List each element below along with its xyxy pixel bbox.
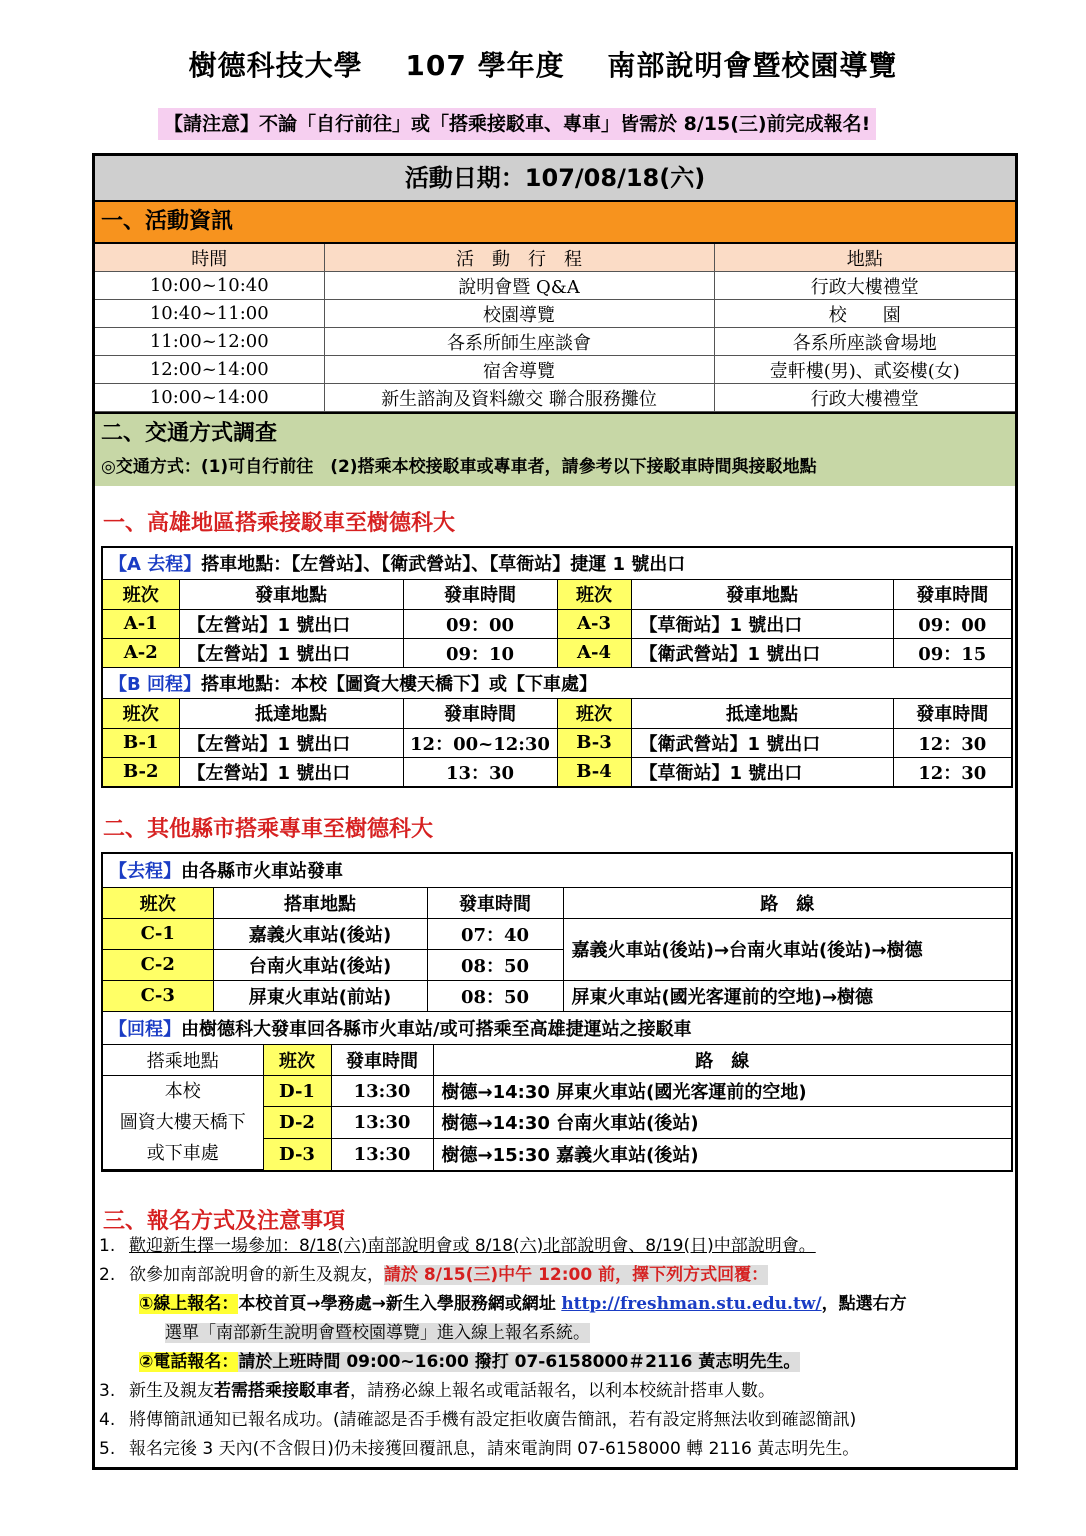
table-cell: C-3	[103, 980, 213, 1011]
table-cell: 屏東火車站(國光客運前的空地)→樹德	[563, 980, 1011, 1011]
column-header: 時間	[95, 244, 324, 272]
table-cell: 12：00~12:30	[403, 728, 557, 757]
table-cell: 樹德→14:30 台南火車站(後站)	[433, 1107, 1011, 1138]
kaohsiung-heading: 一、高雄地區搭乘接駁車至樹德科大	[103, 511, 456, 536]
table-cell: 09：10	[403, 638, 557, 667]
event-name: 南部說明會暨校園導覽	[607, 49, 898, 82]
table-cell: 嘉義火車站(後站)	[213, 918, 427, 949]
column-header: 發車地點	[179, 579, 403, 609]
column-header: 抵達地點	[631, 698, 893, 728]
column-header: 活 動 行 程	[324, 244, 714, 272]
table-cell: A-4	[557, 638, 631, 667]
return-trip-text: 由樹德科大發車回各縣市火車站/或可搭乘至高雄捷運站之接駁車	[181, 1019, 692, 1040]
table-cell: 08：50	[427, 949, 563, 980]
freshman-site-link[interactable]: http://freshman.stu.edu.tw/	[561, 1294, 822, 1314]
table-cell: 行政大樓禮堂	[714, 384, 1015, 412]
list-item: 5. 報名完後 3 天內(不含假日)仍未接獲回覆訊息，請來電詢問 07-6158000 轉 2116 黃志明先生。	[99, 1439, 860, 1459]
other-county-table	[101, 852, 1013, 1172]
signup-heading: 三、報名方式及注意事項	[103, 1209, 346, 1234]
list-item: ①線上報名：本校首頁→學務處→新生入學服務網或網址 http://freshman.stu.edu.tw/，點選右方	[139, 1294, 907, 1314]
registration-notice: 【請注意】不論「自行前往」或「搭乘接駁車、專車」皆需於 8/15(三)前完成報名!	[158, 108, 876, 140]
activity-heading: 一、活動資訊	[95, 202, 1015, 244]
table-cell: 08：50	[427, 980, 563, 1011]
event-date: 活動日期：107/08/18(六)	[95, 156, 1015, 202]
table-header	[95, 244, 1015, 272]
transport-section	[95, 412, 1015, 486]
table-cell: 壹軒樓(男)、貳姿樓(女)	[714, 356, 1015, 384]
column-header: 班次	[103, 698, 179, 728]
a-trip-text: 搭車地點：【左營站】、【衛武營站】、【草衙站】捷運 1 號出口	[201, 554, 686, 576]
table-row	[103, 638, 1011, 667]
column-header: 搭車地點	[213, 887, 427, 918]
column-header: 發車時間	[403, 579, 557, 609]
table-cell: 09：00	[893, 609, 1011, 638]
table-row	[103, 1076, 1011, 1107]
table-row	[103, 980, 1011, 1011]
table-cell: 10:00~10:40	[95, 272, 324, 300]
table-cell: C-1	[103, 918, 213, 949]
pickup-place: 本校 圖資大樓天橋下 或下車處	[103, 1076, 263, 1170]
table-cell: 校園導覽	[324, 300, 714, 328]
table-cell: B-4	[557, 757, 631, 786]
table-cell: 宿舍導覽	[324, 356, 714, 384]
table-cell: D-2	[263, 1107, 331, 1138]
column-header: 搭乘地點	[103, 1045, 263, 1076]
table-header	[103, 887, 1011, 918]
table-cell: A-2	[103, 638, 179, 667]
table-row	[103, 728, 1011, 757]
table-cell: 樹德→15:30 嘉義火車站(後站)	[433, 1138, 1011, 1169]
table-cell: 【左營站】1 號出口	[179, 728, 403, 757]
table-cell: 嘉義火車站(後站)→台南火車站(後站)→樹德	[563, 918, 1011, 980]
table-header	[103, 698, 1011, 728]
column-header: 發車時間	[427, 887, 563, 918]
return-trip-tag: 【回程】	[109, 1019, 181, 1040]
table-cell: 13:30	[331, 1076, 433, 1107]
table-cell: 10:00~14:00	[95, 384, 324, 412]
list-item: 1. 歡迎新生擇一場參加：8/18(六)南部說明會或 8/18(六)北部說明會、8/19(日)中部說明會。	[99, 1236, 816, 1256]
online-signup-label: ①線上報名：	[139, 1294, 239, 1314]
table-cell: 新生諮詢及資料繳交 聯合服務攤位	[324, 384, 714, 412]
other-county-heading: 二、其他縣市搭乘專車至樹德科大	[103, 817, 434, 842]
column-header: 地點	[714, 244, 1015, 272]
school-year: 107 學年度	[405, 49, 565, 82]
b-trip-text: 搭車地點：本校【圖資大樓天橋下】或【下車處】	[201, 673, 597, 695]
table-row	[95, 328, 1015, 356]
table-cell: D-1	[263, 1076, 331, 1107]
activity-table	[95, 244, 1015, 412]
table-cell: B-2	[103, 757, 179, 786]
table-cell: 台南火車站(後站)	[213, 949, 427, 980]
table-cell: 【左營站】1 號出口	[179, 757, 403, 786]
table-cell: B-1	[103, 728, 179, 757]
table-cell: D-3	[263, 1138, 331, 1169]
table-row	[95, 300, 1015, 328]
table-cell: 說明會暨 Q&A	[324, 272, 714, 300]
table-cell: 12：30	[893, 757, 1011, 786]
kaohsiung-shuttle-table	[101, 546, 1013, 788]
column-header: 發車地點	[631, 579, 893, 609]
table-cell: 13:30	[331, 1138, 433, 1169]
table-row	[95, 384, 1015, 412]
column-header: 發車時間	[403, 698, 557, 728]
column-header: 路 線	[433, 1045, 1011, 1076]
column-header: 發車時間	[893, 698, 1011, 728]
table-row	[103, 609, 1011, 638]
table-cell: 09：15	[893, 638, 1011, 667]
table-cell: 樹德→14:30 屏東火車站(國光客運前的空地)	[433, 1076, 1011, 1107]
list-item: ②電話報名：請於上班時間 09:00~16:00 撥打 07-6158000＃2116 黃志明先生。	[139, 1352, 801, 1372]
column-header: 抵達地點	[179, 698, 403, 728]
list-item: 2. 欲參加南部說明會的新生及親友，請於 8/15(三)中午 12:00 前，擇下列方式回覆：	[99, 1265, 769, 1285]
list-item: 4. 將傳簡訊通知已報名成功。(請確認是否手機有設定拒收廣告簡訊，若有設定將無法收到確認簡訊)	[99, 1410, 857, 1430]
table-cell: 【左營站】1 號出口	[179, 638, 403, 667]
table-cell: 各系所座談會場地	[714, 328, 1015, 356]
phone-signup-label: ②電話報名：	[139, 1352, 239, 1372]
table-cell: 【草衙站】1 號出口	[631, 757, 893, 786]
b-trip-tag: 【B 回程】	[109, 673, 201, 695]
table-cell: 13:30	[331, 1107, 433, 1138]
table-header	[103, 1045, 1011, 1076]
table-cell: 07：40	[427, 918, 563, 949]
table-cell: 校 園	[714, 300, 1015, 328]
go-trip-text: 由各縣市火車站發車	[181, 861, 343, 883]
a-trip-tag: 【A 去程】	[109, 554, 202, 576]
list-item: 3. 新生及親友若需搭乘接駁車者，請務必線上報名或電話報名，以利本校統計搭車人數。	[99, 1381, 775, 1401]
column-header: 發車時間	[331, 1045, 433, 1076]
list-item: 選單「南部新生說明會暨校園導覽」進入線上報名系統。	[165, 1323, 590, 1343]
column-header: 發車時間	[893, 579, 1011, 609]
table-row	[95, 356, 1015, 384]
table-cell: A-3	[557, 609, 631, 638]
column-header: 班次	[557, 579, 631, 609]
table-cell: 13：30	[403, 757, 557, 786]
table-cell: 11:00~12:00	[95, 328, 324, 356]
table-cell: 【草衙站】1 號出口	[631, 609, 893, 638]
table-cell: 【左營站】1 號出口	[179, 609, 403, 638]
column-header: 班次	[557, 698, 631, 728]
table-row	[103, 918, 1011, 949]
transport-subtitle: ◎交通方式：(1)可自行前往 (2)搭乘本校接駁車或專車者，請參考以下接駁車時間與接駁地點	[101, 457, 817, 477]
table-cell: 屏東火車站(前站)	[213, 980, 427, 1011]
table-cell: 09：00	[403, 609, 557, 638]
table-cell: 12:00~14:00	[95, 356, 324, 384]
table-cell: 【衛武營站】1 號出口	[631, 638, 893, 667]
table-cell: C-2	[103, 949, 213, 980]
main-frame	[92, 153, 1018, 1470]
school-name: 樹德科技大學	[188, 49, 363, 82]
table-header	[103, 579, 1011, 609]
table-cell: 各系所師生座談會	[324, 328, 714, 356]
table-row	[103, 757, 1011, 786]
table-cell: A-1	[103, 609, 179, 638]
table-cell: 12：30	[893, 728, 1011, 757]
table-cell: 【衛武營站】1 號出口	[631, 728, 893, 757]
table-cell: 10:40~11:00	[95, 300, 324, 328]
table-row	[95, 272, 1015, 300]
table-cell: 行政大樓禮堂	[714, 272, 1015, 300]
signup-notes	[99, 1232, 1015, 1464]
transport-heading: 二、交通方式調查	[101, 421, 278, 446]
column-header: 班次	[103, 579, 179, 609]
go-trip-tag: 【去程】	[109, 861, 181, 883]
page-title	[0, 44, 1086, 84]
column-header: 班次	[263, 1045, 331, 1076]
table-cell: B-3	[557, 728, 631, 757]
column-header: 班次	[103, 887, 213, 918]
column-header: 路 線	[563, 887, 1011, 918]
